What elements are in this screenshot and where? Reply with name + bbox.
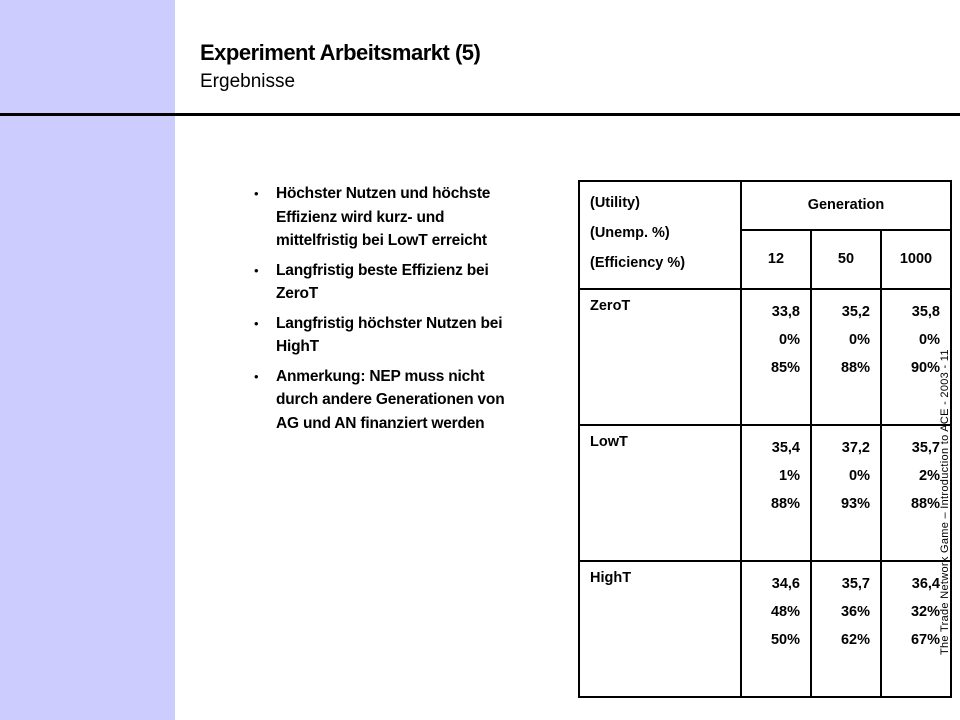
cell-efficiency: 88%: [770, 496, 800, 512]
cell-unemployment: 0%: [849, 332, 870, 348]
results-table: [578, 180, 952, 698]
cell-utility: 35,2: [841, 304, 870, 320]
cell-unemployment: 0%: [919, 332, 940, 348]
bullet-item: • Höchster Nutzen und höchste Effizienz wird kurz- und mittelfristig bei LowT erreicht: [254, 182, 514, 253]
cell-unemployment: 2%: [919, 468, 940, 484]
cell-utility: 37,2: [841, 440, 870, 456]
cell-unemployment: 1%: [779, 468, 800, 484]
sidebar-panel: [0, 0, 175, 720]
cell-utility: 35,7: [911, 440, 940, 456]
cell-utility: 35,7: [841, 576, 870, 592]
cell-efficiency: 93%: [840, 496, 870, 512]
cell-utility: 35,8: [911, 304, 940, 320]
slide-subtitle: Ergebnisse: [200, 71, 296, 92]
table-cell: [741, 425, 811, 561]
cell-efficiency: 67%: [910, 632, 940, 648]
row-label-lowt: LowT: [579, 425, 741, 561]
row-label-hight: HighT: [579, 561, 741, 697]
column-header-50: 50: [811, 230, 881, 289]
table-cell: [811, 289, 881, 425]
title-divider: [0, 113, 960, 116]
table-cell: [811, 561, 881, 697]
column-header-1000: 1000: [881, 230, 951, 289]
generation-header: Generation: [741, 181, 951, 230]
cell-utility: 35,4: [771, 440, 800, 456]
column-header-12: 12: [741, 230, 811, 289]
cell-unemployment: 32%: [910, 604, 940, 620]
legend-utility: (Utility): [590, 195, 640, 211]
cell-efficiency: 88%: [910, 496, 940, 512]
cell-efficiency: 62%: [840, 632, 870, 648]
bullet-item: • Langfristig beste Effizienz bei ZeroT: [254, 259, 514, 306]
cell-utility: 34,6: [771, 576, 800, 592]
cell-unemployment: 48%: [770, 604, 800, 620]
table-row-zerot: [579, 289, 951, 425]
table-row-lowt: [579, 425, 951, 561]
cell-efficiency: 88%: [840, 360, 870, 376]
bullet-item: • Langfristig höchster Nutzen bei HighT: [254, 312, 514, 359]
cell-unemployment: 0%: [849, 468, 870, 484]
slide-title: Experiment Arbeitsmarkt (5): [200, 40, 481, 65]
row-label-zerot: ZeroT: [579, 289, 741, 425]
cell-efficiency: 90%: [910, 360, 940, 376]
table-cell: [741, 289, 811, 425]
legend-efficiency: (Efficiency %): [590, 255, 686, 271]
legend-unemployment: (Unemp. %): [590, 225, 670, 241]
cell-utility: 36,4: [911, 576, 940, 592]
cell-efficiency: 50%: [770, 632, 800, 648]
bullet-list: [254, 182, 514, 441]
table-row-hight: [579, 561, 951, 697]
table-legend: [579, 181, 741, 289]
cell-utility: 33,8: [771, 304, 800, 320]
cell-efficiency: 85%: [770, 360, 800, 376]
cell-unemployment: 36%: [840, 604, 870, 620]
cell-unemployment: 0%: [779, 332, 800, 348]
bullet-item: • Anmerkung: NEP muss nicht durch andere Generationen von AG und AN finanziert werden: [254, 365, 514, 436]
table-cell: [811, 425, 881, 561]
vertical-footer: The Trade Network Game – Introduction to ACE - 2003 - 11: [939, 349, 951, 655]
table-cell: [741, 561, 811, 697]
